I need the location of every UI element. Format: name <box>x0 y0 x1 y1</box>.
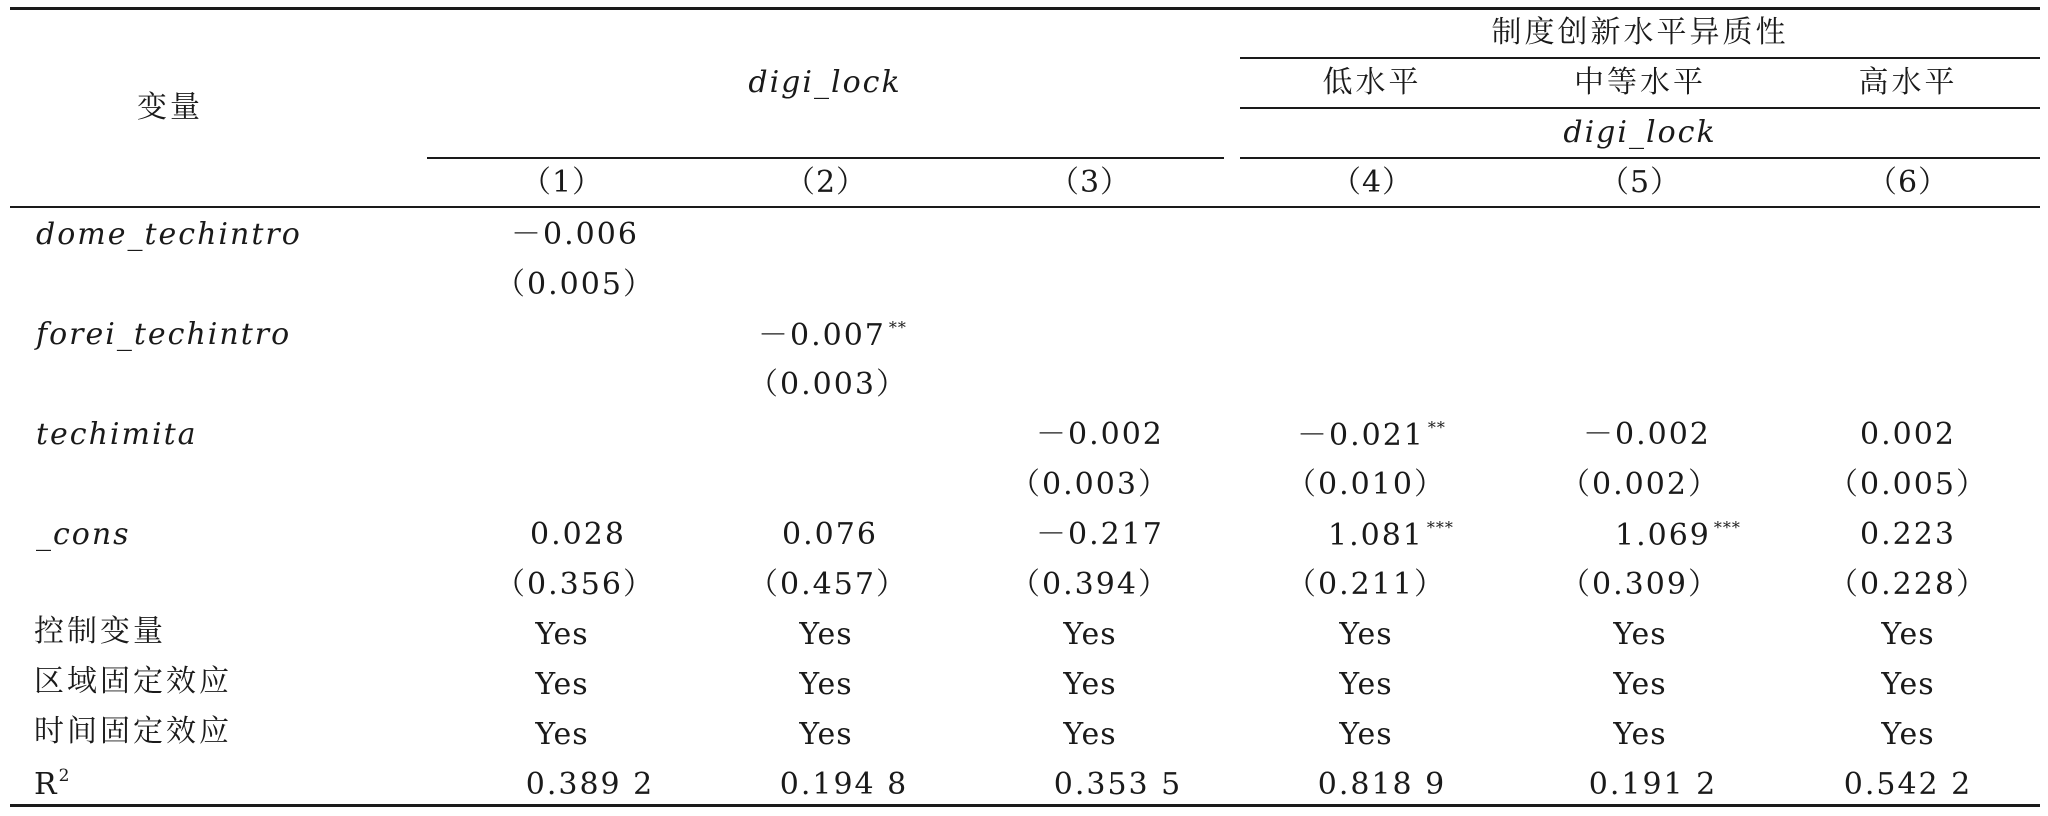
significance-stars: *** <box>1426 518 1454 537</box>
row-label-forei-techintro: forei_techintro <box>36 317 292 352</box>
se-cell: （0.003） <box>748 367 908 402</box>
coef-cell: 0.028 <box>530 517 626 552</box>
coef-cell: －0.002 <box>1583 417 1711 452</box>
row-label-techimita: techimita <box>36 417 198 452</box>
dep-var-right-underline <box>1240 157 2040 159</box>
se-cell: （0.228） <box>1828 567 1988 602</box>
se-cell: （0.394） <box>1010 567 1170 602</box>
yes-cell: Yes <box>1613 717 1667 752</box>
dep-var-left-underline <box>427 157 1224 159</box>
yes-cell: Yes <box>1063 617 1117 652</box>
bottom-rule <box>10 804 2040 807</box>
group-level-high: 高水平 <box>1858 65 1958 100</box>
r2-cell: 0.818 9 <box>1317 767 1447 802</box>
column-number: （5） <box>1598 165 1682 200</box>
yes-cell: Yes <box>799 617 853 652</box>
r2-cell: 0.191 2 <box>1588 767 1718 802</box>
se-cell: （0.010） <box>1286 467 1446 502</box>
yes-cell: Yes <box>799 667 853 702</box>
yes-cell: Yes <box>1613 667 1667 702</box>
variable-header: 变量 <box>137 90 203 125</box>
coef-cell: －0.007 ** <box>758 318 907 353</box>
coef-cell: －0.021 ** <box>1297 418 1446 453</box>
column-number: （2） <box>784 165 868 200</box>
top-rule <box>10 7 2040 10</box>
group-level-low: 低水平 <box>1322 65 1422 100</box>
significance-stars: ** <box>888 318 907 337</box>
yes-cell: Yes <box>1881 667 1935 702</box>
row-label-cons: _cons <box>36 517 131 552</box>
row-label-time-fe: 时间固定效应 <box>34 714 232 749</box>
coef-cell: 1.069 *** <box>1615 518 1741 553</box>
se-cell: （0.005） <box>495 267 655 302</box>
significance-stars: *** <box>1713 518 1741 537</box>
yes-cell: Yes <box>1063 717 1117 752</box>
yes-cell: Yes <box>535 617 589 652</box>
column-number: （3） <box>1048 165 1132 200</box>
yes-cell: Yes <box>1339 717 1393 752</box>
column-number: （1） <box>520 165 604 200</box>
se-cell: （0.002） <box>1560 467 1720 502</box>
dep-var-right: digi_lock <box>1563 115 1717 150</box>
se-cell: （0.211） <box>1286 567 1446 602</box>
group-levels-underline <box>1240 107 2040 109</box>
se-cell: （0.457） <box>748 567 908 602</box>
group-title: 制度创新水平异质性 <box>1491 15 1789 50</box>
significance-stars: ** <box>1427 418 1446 437</box>
row-label-controls: 控制变量 <box>34 614 166 649</box>
r2-cell: 0.353 5 <box>1053 767 1183 802</box>
coef-cell: 0.002 <box>1860 417 1956 452</box>
yes-cell: Yes <box>1881 717 1935 752</box>
yes-cell: Yes <box>1339 617 1393 652</box>
se-cell: （0.003） <box>1010 467 1170 502</box>
r2-cell: 0.389 2 <box>525 767 655 802</box>
yes-cell: Yes <box>535 667 589 702</box>
se-cell: （0.005） <box>1828 467 1988 502</box>
yes-cell: Yes <box>1613 617 1667 652</box>
group-title-underline <box>1240 57 2040 59</box>
coef-cell: －0.217 <box>1036 517 1164 552</box>
dep-var-left: digi_lock <box>748 65 902 100</box>
yes-cell: Yes <box>1881 617 1935 652</box>
column-number: （6） <box>1866 165 1950 200</box>
yes-cell: Yes <box>799 717 853 752</box>
r2-cell: 0.542 2 <box>1843 767 1973 802</box>
coef-cell: 0.076 <box>782 517 878 552</box>
group-level-mid: 中等水平 <box>1574 65 1706 100</box>
row-label-region-fe: 区域固定效应 <box>34 664 232 699</box>
coef-cell: 1.081 *** <box>1328 518 1454 553</box>
yes-cell: Yes <box>1339 667 1393 702</box>
header-bottom-rule <box>10 206 2040 208</box>
column-number: （4） <box>1330 165 1414 200</box>
coef-cell: 0.223 <box>1860 517 1956 552</box>
row-label-r-squared: $R^2$ <box>34 766 71 802</box>
r2-cell: 0.194 8 <box>779 767 909 802</box>
yes-cell: Yes <box>1063 667 1117 702</box>
se-cell: （0.356） <box>495 567 655 602</box>
row-label-dome-techintro: dome_techintro <box>36 217 302 252</box>
se-cell: （0.309） <box>1560 567 1720 602</box>
yes-cell: Yes <box>535 717 589 752</box>
coef-cell: －0.006 <box>511 217 639 252</box>
coef-cell: －0.002 <box>1036 417 1164 452</box>
